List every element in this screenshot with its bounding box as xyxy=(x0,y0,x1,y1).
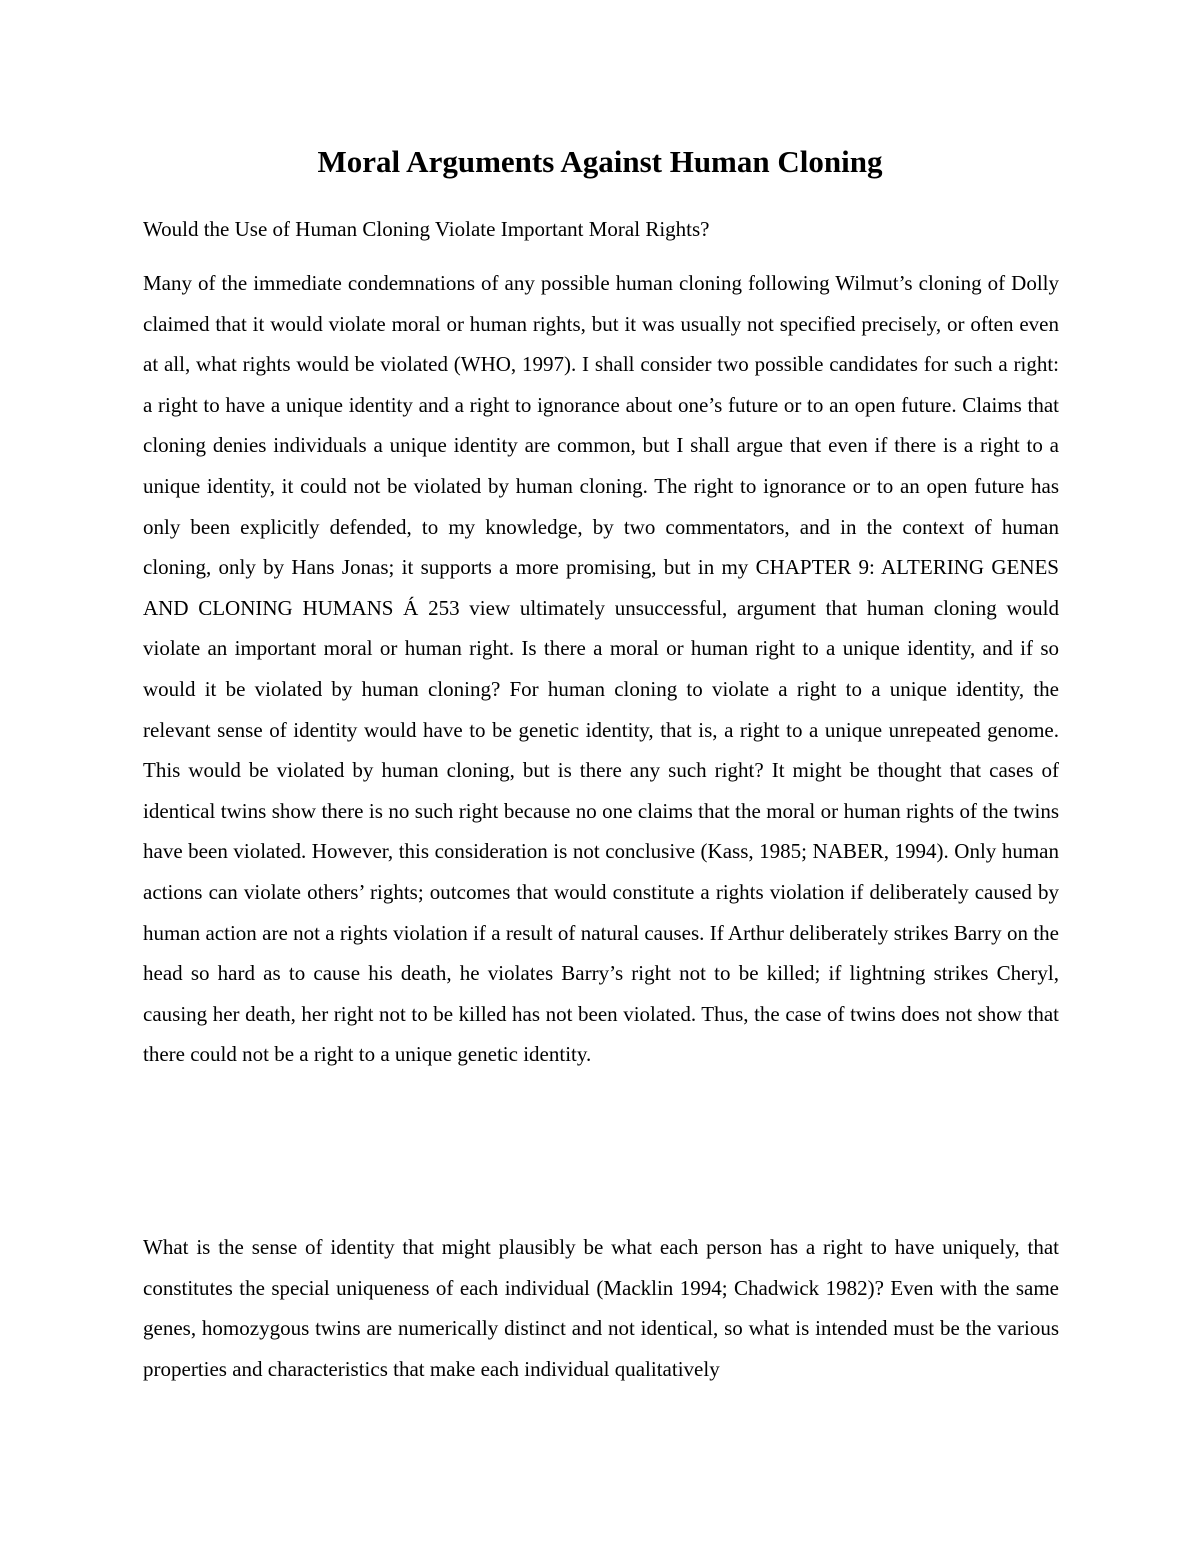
document-title: Moral Arguments Against Human Cloning xyxy=(317,144,883,179)
body-paragraph-2: What is the sense of identity that might plausibly be what each person has a right to have uniquely, that constitutes the special uniqueness of each individual (Macklin 1994; Chadwick 1982)? Even with the same genes, homozygous twins are numerically distinct and not identical, so what is intended must be the various properties and characteristics that make each individual qualitatively xyxy=(143,1235,1059,1381)
section-heading: Would the Use of Human Cloning Violate Important Moral Rights? xyxy=(143,217,710,241)
body-paragraph-1: Many of the immediate condemnations of any possible human cloning following Wilmut’s cloning of Dolly claimed that it would violate moral or human rights, but it was usually not specified precisely, or often even at all, what rights would be violated (WHO, 1997). I shall consider two possible candidates for such a right: a right to have a unique identity and a right to ignorance about one’s future or to an open future. Claims that cloning denies individuals a unique identity are common, but I shall argue that even if there is a right to a unique identity, it could not be violated by human cloning. The right to ignorance or to an open future has only been explicitly defended, to my knowledge, by two commentators, and in the context of human cloning, only by Hans Jonas; it supports a more promising, but in my CHAPTER 9: ALTERING GENES AND CLONING HUMANS Á 253 view ultimately unsuccessful, argument that human cloning would violate an important moral or human right. Is there a moral or human right to a unique identity, and if so would it be violated by human cloning? For human cloning to violate a right to a unique identity, the relevant sense of identity would have to be genetic identity, that is, a right to a unique unrepeated genome. This would be violated by human cloning, but is there any such right? It might be thought that cases of identical twins show there is no such right because no one claims that the moral or human rights of the twins have been violated. However, this consideration is not conclusive (Kass, 1985; NABER, 1994). Only human actions can violate others’ rights; outcomes that would constitute a rights violation if deliberately caused by human action are not a rights violation if a result of natural causes. If Arthur deliberately strikes Barry on the head so hard as to cause his death, he violates Barry’s right not to be killed; if lightning strikes Cheryl, causing her death, her right not to be killed has not been violated. Thus, the case of twins does not show that there could not be a right to a unique genetic identity. xyxy=(143,271,1059,1067)
